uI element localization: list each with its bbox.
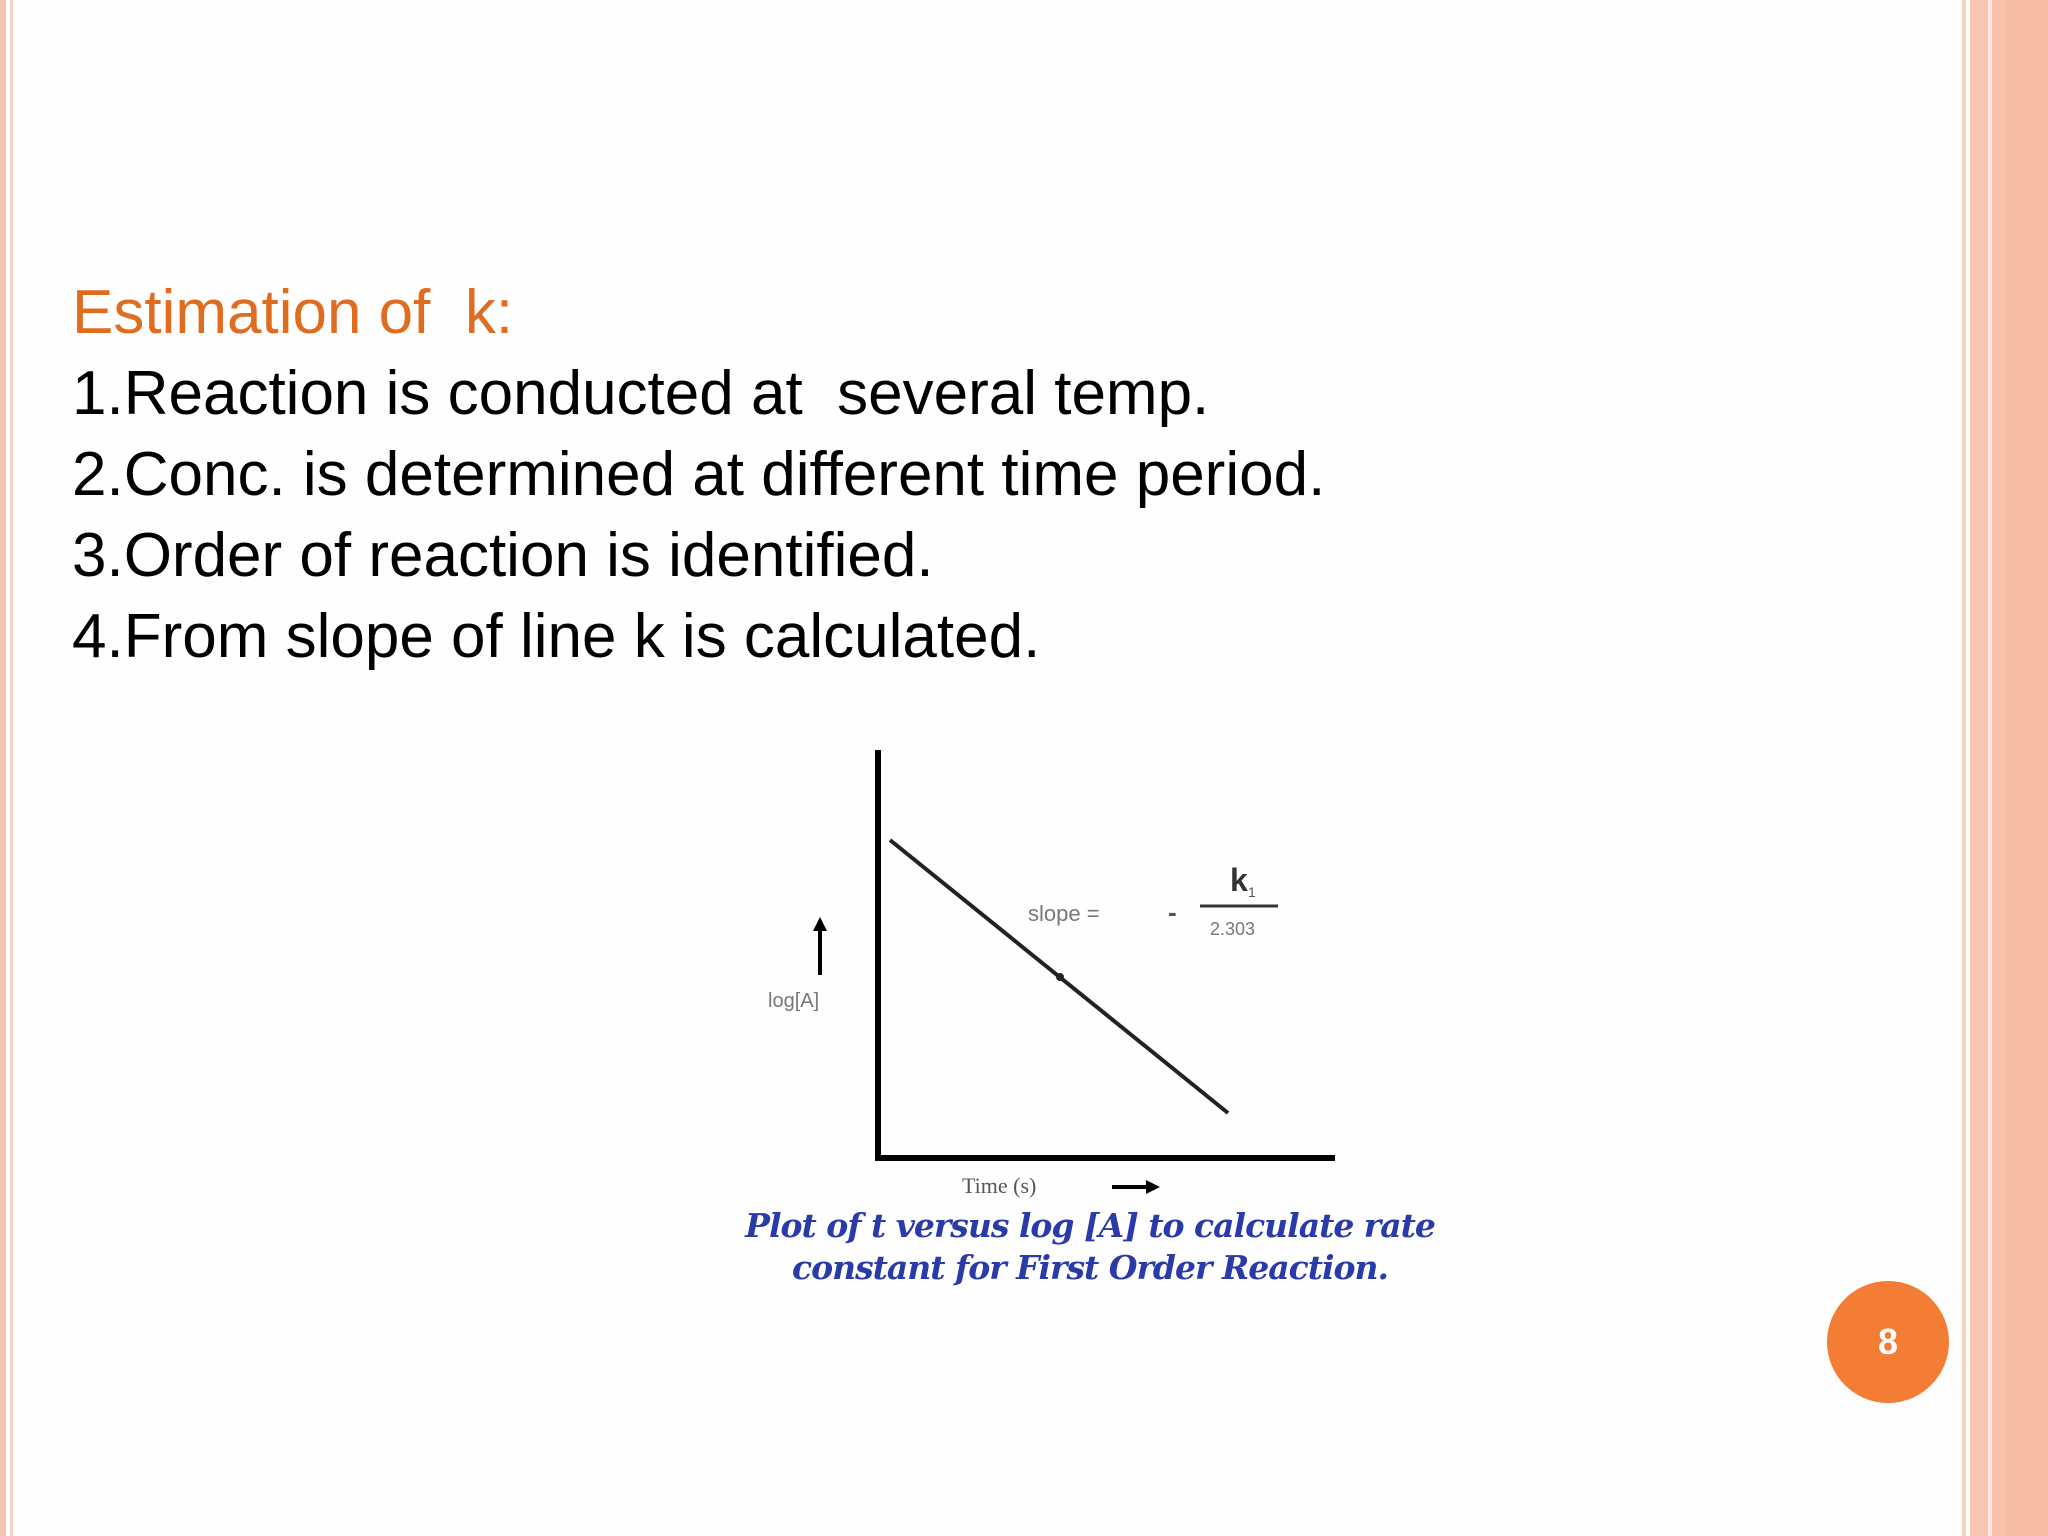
x-arrow-head-icon <box>1146 1180 1160 1194</box>
slide-body <box>72 272 1325 677</box>
step-item: 4.From slope of line k is calculated. <box>72 602 1041 671</box>
right-decorative-stripe <box>1970 0 1988 1536</box>
right-decorative-stripe <box>2006 0 2048 1536</box>
step-item: 3.Order of reaction is identified. <box>72 521 934 590</box>
step-item: 2.Conc. is determined at different time period. <box>72 440 1326 509</box>
slope-sign: - <box>1168 897 1177 927</box>
figure-caption <box>700 1205 1480 1289</box>
y-arrow-head-icon <box>813 917 827 931</box>
caption-line: Plot of t versus log [A] to calculate rate <box>745 1206 1435 1245</box>
slope-numerator: k <box>1230 862 1248 898</box>
slope-denominator: 2.303 <box>1210 919 1256 939</box>
slope-label: slope = <box>1028 901 1100 926</box>
right-decorative-stripe <box>1992 0 2006 1536</box>
page-number-badge: 8 <box>1827 1281 1949 1403</box>
data-point <box>1056 973 1064 981</box>
step-item: 1.Reaction is conducted at several temp. <box>72 359 1210 428</box>
left-border-inner <box>10 0 13 1536</box>
slope-subscript: 1 <box>1248 884 1256 900</box>
x-axis-label: Time (s) <box>962 1173 1037 1198</box>
left-border <box>0 0 6 1536</box>
slide-heading: Estimation of k: <box>72 278 514 347</box>
right-decorative-stripe <box>1962 0 1966 1536</box>
y-axis-label: log[A] <box>768 990 820 1012</box>
caption-line: constant for First Order Reaction. <box>791 1248 1388 1287</box>
